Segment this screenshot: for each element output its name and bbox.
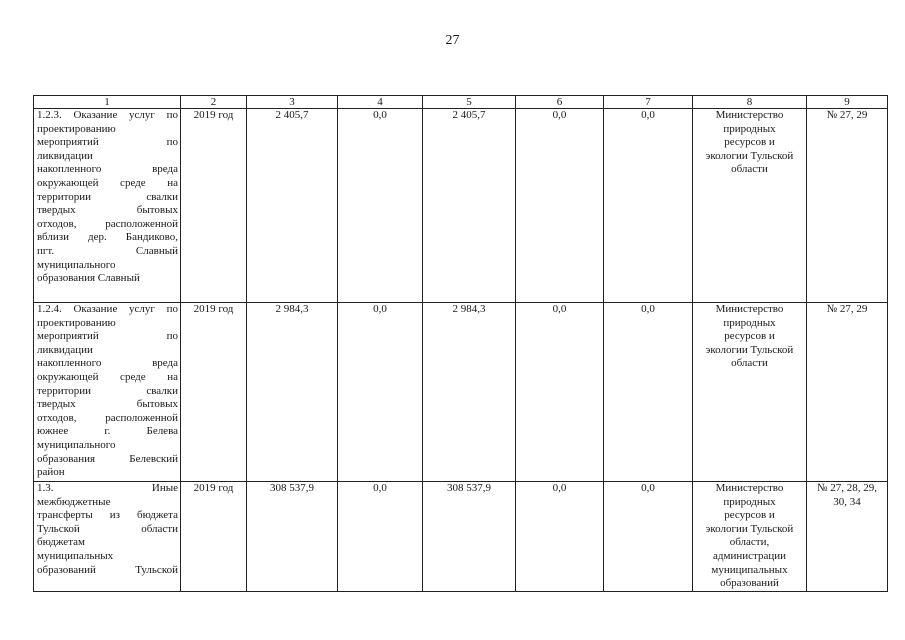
description-line: мероприятий по: [37, 330, 178, 343]
description-line: образований Тульской: [37, 563, 178, 576]
table-header-row: [34, 96, 888, 109]
reference-cell: № 27, 29: [807, 303, 888, 482]
description-line: окружающей среде на: [37, 176, 178, 189]
description-line: накопленного вреда: [37, 357, 178, 370]
header-cell: 3: [247, 96, 338, 109]
reference-cell: [807, 482, 888, 592]
responsible-line: области,: [729, 536, 770, 549]
value-cell: 308 537,9: [247, 482, 338, 592]
year-cell: 2019 год: [181, 482, 247, 592]
description-line: территории свалки: [37, 384, 178, 397]
responsible-line: образований: [720, 577, 779, 590]
value-cell: 0,0: [338, 303, 423, 482]
description-line: проектированию: [37, 316, 116, 329]
value-cell: 2 405,7: [247, 109, 338, 303]
value-cell: 0,0: [338, 109, 423, 303]
description-line: межбюджетные: [37, 495, 111, 508]
description-line: отходов, расположенной: [37, 411, 178, 424]
value-cell: 2 405,7: [423, 109, 516, 303]
description-line: территории свалки: [37, 190, 178, 203]
reference-cell: № 27, 29: [807, 109, 888, 303]
responsible-line: природных: [723, 316, 776, 329]
responsible-line: Министерство: [715, 303, 784, 315]
value-cell: 2 984,3: [247, 303, 338, 482]
description-line: южнее г. Белева: [37, 425, 178, 438]
description-line: образования Славный: [37, 272, 140, 285]
responsible-line: области: [731, 357, 768, 370]
description-line: отходов, расположенной: [37, 217, 178, 230]
value-cell: 0,0: [516, 482, 604, 592]
description-line: накопленного вреда: [37, 163, 178, 176]
description-line: окружающей среде на: [37, 370, 178, 383]
description-line: район: [37, 466, 65, 479]
header-cell: 2: [181, 96, 247, 109]
responsible-line: экологии Тульской: [705, 522, 794, 535]
description-line: проектированию: [37, 122, 116, 135]
description-line: трансферты из бюджета: [37, 509, 178, 522]
reference-line: 30, 34: [833, 495, 861, 508]
value-cell: 0,0: [338, 482, 423, 592]
value-cell: 2 984,3: [423, 303, 516, 482]
description-line: пгт. Славный: [37, 244, 178, 257]
description-line: ликвидации: [37, 149, 93, 162]
description-line: муниципального: [37, 438, 116, 451]
description-line: 1.2.4. Оказание услуг по: [37, 303, 178, 315]
value-cell: 0,0: [516, 109, 604, 303]
description-line: твердых бытовых: [37, 398, 178, 411]
year-cell: 2019 год: [181, 303, 247, 482]
responsible-line: ресурсов и: [724, 330, 775, 343]
value-cell: 0,0: [604, 109, 693, 303]
header-cell: 8: [693, 96, 807, 109]
measure-description: [34, 482, 181, 592]
responsible-line: природных: [723, 495, 776, 508]
header-cell: 7: [604, 96, 693, 109]
description-line: 1.2.3. Оказание услуг по: [37, 109, 178, 121]
responsible-line: Министерство: [715, 109, 784, 121]
responsible-line: экологии Тульской: [705, 149, 794, 162]
measure-description: [34, 303, 181, 482]
responsible-line: администрации: [713, 549, 786, 562]
value-cell: 0,0: [516, 303, 604, 482]
year-cell: 2019 год: [181, 109, 247, 303]
reference-line: № 27, 28, 29,: [817, 482, 877, 494]
responsible-cell: [693, 109, 807, 303]
responsible-cell: [693, 303, 807, 482]
description-line: вблизи дер. Бандиково,: [37, 231, 178, 244]
description-line: образования Белевский: [37, 452, 178, 465]
header-cell: 5: [423, 96, 516, 109]
table-row: [34, 482, 888, 592]
value-cell: 0,0: [604, 482, 693, 592]
description-line: ликвидации: [37, 343, 93, 356]
responsible-line: экологии Тульской: [705, 343, 794, 356]
page-number: 27: [445, 33, 460, 48]
description-line: Тульской области: [37, 522, 178, 535]
table-row: [34, 303, 888, 482]
description-line: бюджетам: [37, 536, 85, 549]
responsible-line: ресурсов и: [724, 136, 775, 149]
header-cell: 1: [34, 96, 181, 109]
description-line: муниципального: [37, 258, 116, 271]
responsible-line: ресурсов и: [724, 509, 775, 522]
table-row: [34, 109, 888, 303]
value-cell: 0,0: [604, 303, 693, 482]
description-line: 1.3. Иные: [37, 482, 178, 494]
measures-table: [33, 95, 888, 592]
measure-description: [34, 109, 181, 303]
responsible-cell: [693, 482, 807, 592]
value-cell: 308 537,9: [423, 482, 516, 592]
header-cell: 4: [338, 96, 423, 109]
description-line: твердых бытовых: [37, 204, 178, 217]
description-line: муниципальных: [37, 549, 114, 562]
responsible-line: природных: [723, 122, 776, 135]
description-line: мероприятий по: [37, 136, 178, 149]
header-cell: 6: [516, 96, 604, 109]
header-cell: 9: [807, 96, 888, 109]
responsible-line: муниципальных: [711, 563, 788, 576]
responsible-line: области: [731, 163, 768, 176]
responsible-line: Министерство: [715, 482, 784, 494]
